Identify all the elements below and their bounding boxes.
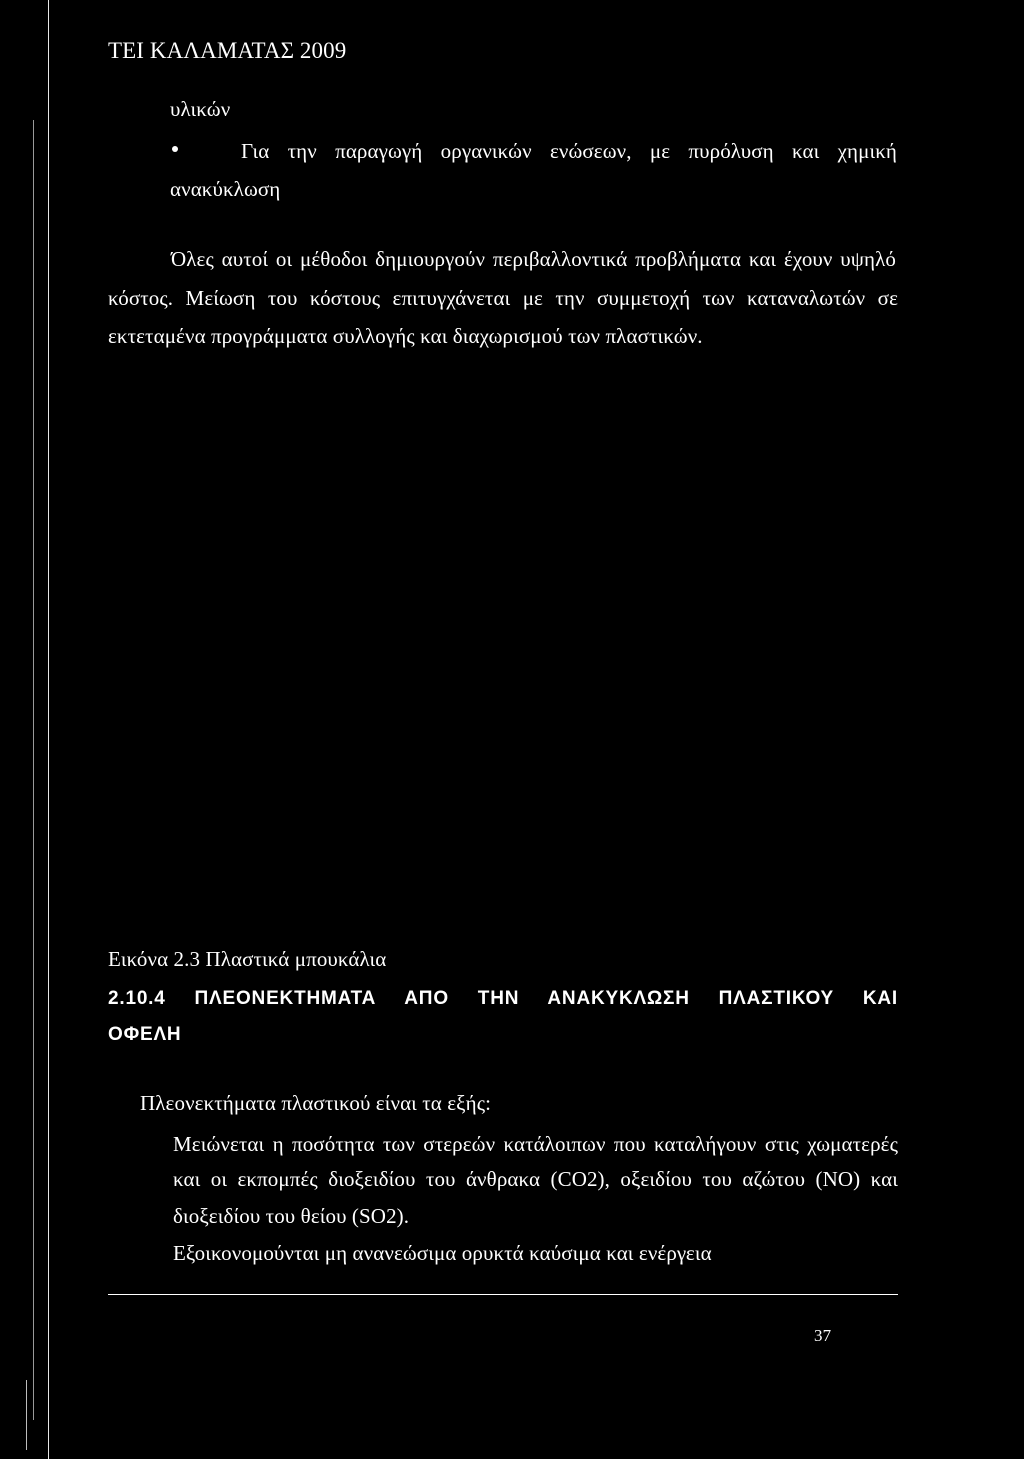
text-line-continuation: υλικών [170,97,231,121]
benefit-point-line: διοξειδίου του θείου (SO2). [173,1204,410,1228]
left-margin-line [48,0,49,1459]
bullet-text-line: Για την παραγωγή οργανικών ενώσεων, με πυρόλυση και χημική [241,139,897,163]
page-number: 37 [814,1326,832,1345]
section-heading: 2.10.4 ΠΛΕΟΝΕΚΤΗΜΑΤΑ ΑΠΟ ΤΗΝ ΑΝΑΚΥΚΛΩΣΗ ΠΛΑΣΤΙΚΟΥ ΚΑΙ [108,988,898,1009]
section-heading: ΟΦΕΛΗ [108,1024,182,1045]
bullet-text-line: ανακύκλωση [170,177,281,201]
figure-caption: Εικόνα 2.3 Πλαστικά μπουκάλια [108,947,387,971]
paragraph-line: κόστος. Μείωση του κόστους επιτυγχάνεται με την συμμετοχή των καταναλωτών σε [108,286,898,310]
benefit-point-line: και οι εκπομπές διοξειδίου του άνθρακα (CO2), οξειδίου του αζώτου (NO) και [173,1167,898,1191]
paragraph-line: εκτεταμένα προγράμματα συλλογής και διαχωρισμού των πλαστικών. [108,324,703,348]
benefit-point-line: Εξοικονομούνται μη ανανεώσιμα ορυκτά καύσιμα και ενέργεια [173,1241,712,1265]
figure-image [108,365,898,925]
left-edge-line [26,1380,27,1450]
left-margin-line-inner [33,120,34,1420]
bullet-icon [172,146,178,152]
paragraph-line: Όλες αυτοί οι μέθοδοι δημιουργούν περιβαλλοντικά προβλήματα και έχουν υψηλό [171,247,896,271]
footer-rule [108,1294,898,1295]
page-header: ΤΕΙ ΚΑΛΑΜΑΤΑΣ 2009 [108,38,347,63]
section-intro: Πλεονεκτήματα πλαστικού είναι τα εξής: [140,1091,492,1115]
benefit-point-line: Μειώνεται η ποσότητα των στερεών κατάλοιπων που καταλήγουν στις χωματερές [173,1132,898,1156]
